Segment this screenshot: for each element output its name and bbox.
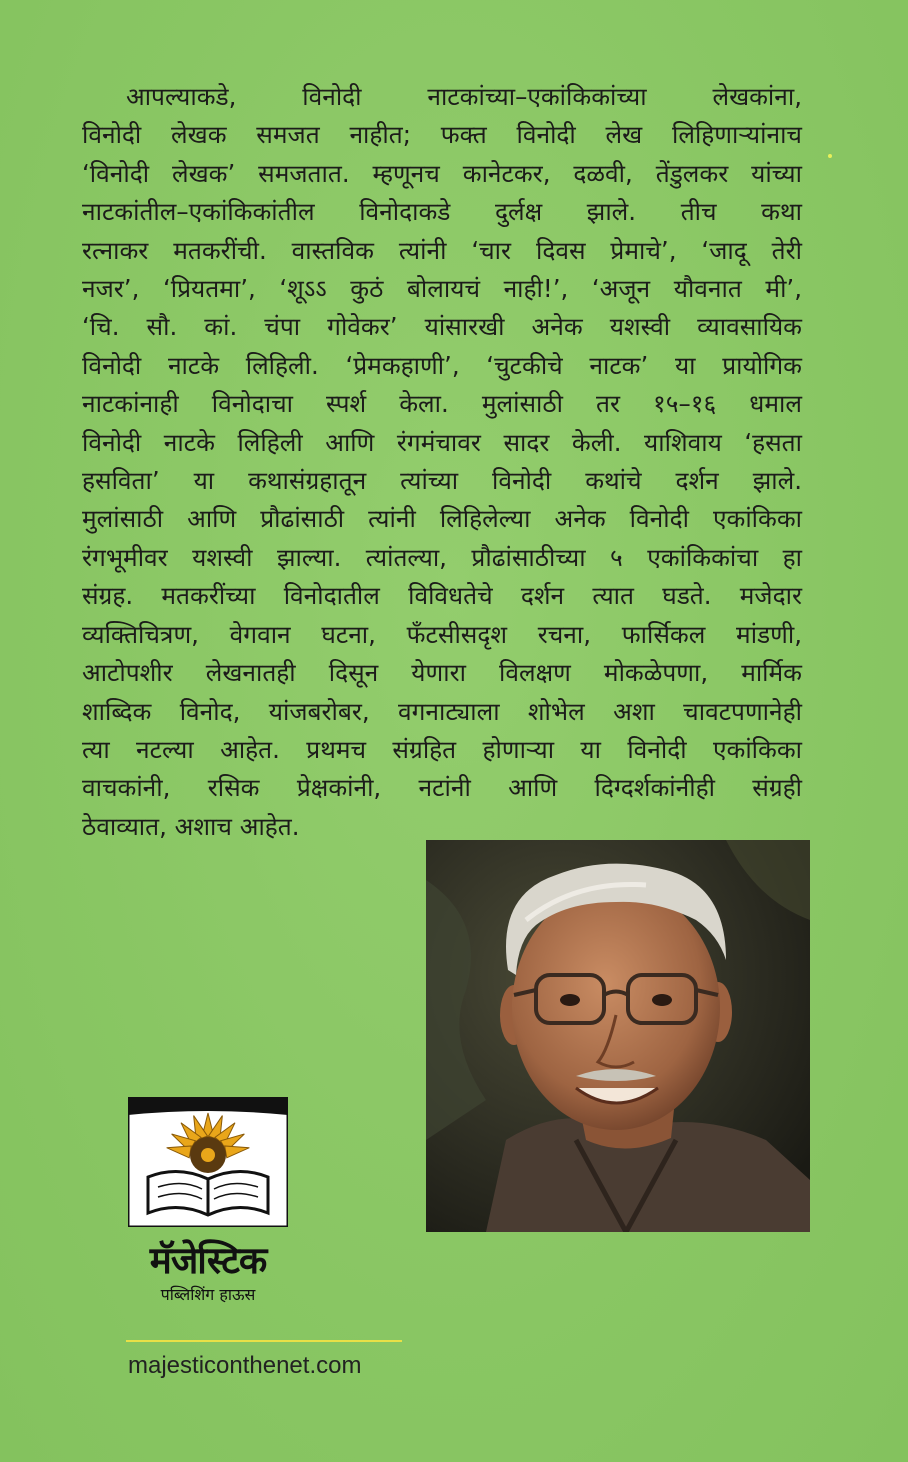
blurb-line: आटोपशीर लेखनातही दिसून येणारा विलक्षण मोकळेपणा, मार्मिक xyxy=(82,658,802,688)
blurb-line: ‘विनोदी लेखक’ समजतात. म्हणूनच कानेटकर, दळवी, तेंडुलकर यांच्या xyxy=(82,158,802,188)
blurb-line: विनोदी लेखक समजत नाहीत; फक्त विनोदी लेख लिहिणाऱ्यांनाच xyxy=(82,120,802,150)
blurb-line: शाब्दिक विनोद, यांजबरोबर, वगनाट्याला शोभेल अशा चावटपणानेही xyxy=(82,696,802,726)
blurb-line: ठेवाव्यात, अशाच आहेत. xyxy=(82,811,300,841)
website-link[interactable]: majesticonthenet.com xyxy=(128,1352,362,1379)
publisher-logo xyxy=(128,1097,288,1227)
publisher-name: मॅजेस्टिक xyxy=(149,1239,267,1282)
blurb-line: नजर’, ‘प्रियतमा’, ‘शूऽऽ कुठं बोलायचं नाही!’, ‘अजून यौवनात मी’, xyxy=(82,274,802,304)
blurb-line: संग्रह. मतकरींच्या विनोदातील विविधतेचे दर्शन त्यात घडते. मजेदार xyxy=(82,581,802,611)
blurb-line: वाचकांनी, रसिक प्रेक्षकांनी, नटांनी आणि दिग्दर्शकांनीही संग्रही xyxy=(82,773,802,803)
blurb-line: ‘चि. सौ. कां. चंपा गोवेकर’ यांसारखी अनेक यशस्वी व्यावसायिक xyxy=(82,312,802,342)
blurb-line: विनोदी नाटके लिहिली आणि रंगमंचावर सादर केली. याशिवाय ‘हसता xyxy=(82,427,802,457)
divider xyxy=(126,1340,402,1342)
speck xyxy=(828,154,832,158)
publisher-subtitle: पब्लिशिंग हाऊस xyxy=(160,1285,256,1304)
blurb-line: नाटकांनाही विनोदाचा स्पर्श केला. मुलांसाठी तर १५–१६ धमाल xyxy=(82,389,802,419)
blurb-line: रत्नाकर मतकरींची. वास्तविक त्यांनी ‘चार दिवस प्रेमाचे’, ‘जादू तेरी xyxy=(82,235,802,265)
blurb-line: हसविता’ या कथासंग्रहातून त्यांच्या विनोदी कथांचे दर्शन झाले. xyxy=(82,466,802,496)
blurb-line: त्या नटल्या आहेत. प्रथमच संग्रहित होणाऱ्या या विनोदी एकांकिका xyxy=(82,734,802,764)
blurb-line: आपल्याकडे, विनोदी नाटकांच्या–एकांकिकांच्या लेखकांना, xyxy=(126,82,802,111)
author-photo xyxy=(426,840,810,1232)
blurb-line: मुलांसाठी आणि प्रौढांसाठी त्यांनी लिहिलेल्या अनेक विनोदी एकांकिका xyxy=(82,504,802,534)
blurb-line: नाटकांतील–एकांकिकांतील विनोदाकडे दुर्लक्ष झाले. तीच कथा xyxy=(82,197,802,227)
blurb-line: विनोदी नाटके लिहिली. ‘प्रेमकहाणी’, ‘चुटकीचे नाटक’ या प्रायोगिक xyxy=(82,350,802,380)
blurb-line: व्यक्तिचित्रण, वेगवान घटना, फँटसीसदृश रचना, फार्सिकल मांडणी, xyxy=(82,619,802,649)
blurb-line: रंगभूमीवर यशस्वी झाल्या. त्यांतल्या, प्रौढांसाठीच्या ५ एकांकिकांचा हा xyxy=(82,542,802,572)
blurb-text xyxy=(82,78,802,846)
